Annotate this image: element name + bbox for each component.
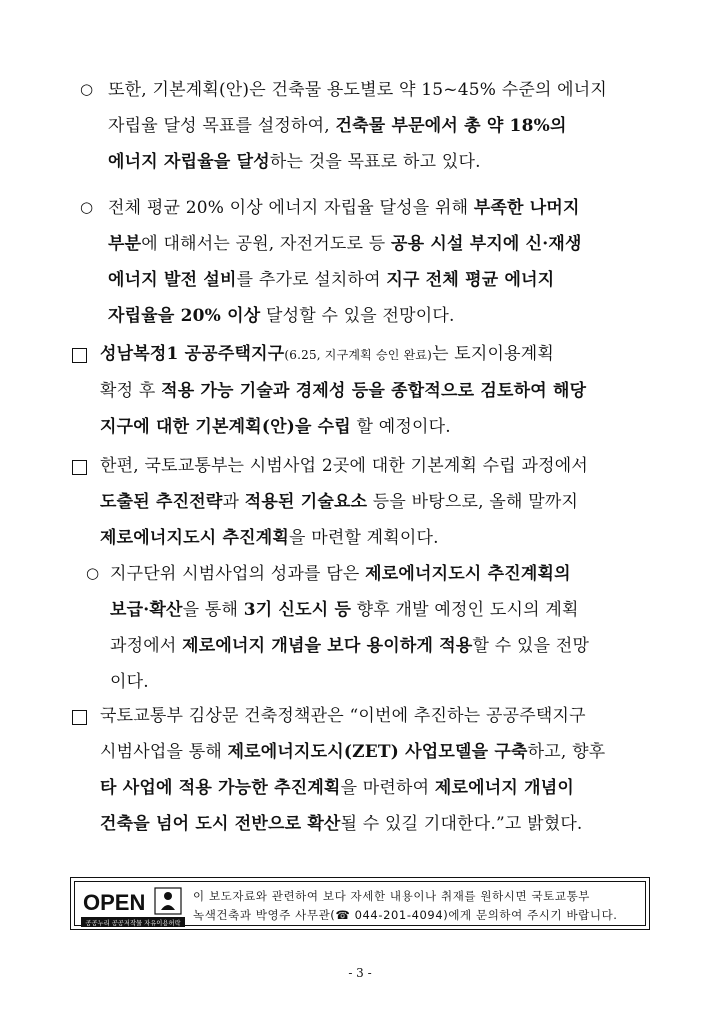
square-bullet-icon: [72, 710, 87, 725]
text-line: 타 사업에 적용 가능한 추진계획을 마련하여 제로에너지 개념이: [100, 778, 574, 798]
text-line: 확정 후 적용 가능 기술과 경제성 등을 종합적으로 검토하여 해당: [100, 381, 587, 401]
page-number: - 3 -: [348, 966, 372, 980]
contact-box-inner: [74, 881, 646, 926]
text-line: 국토교통부 김상문 건축정책관은 “이번에 추진하는 공공주택지구: [100, 706, 586, 726]
paragraph-district-results: [110, 556, 589, 700]
text-line: 전체 평균 20% 이상 에너지 자립율 달성을 위해 부족한 나머지: [108, 198, 580, 218]
text-line: 또한, 기본계획(안)은 건축물 용도별로 약 15~45% 수준의 에너지: [108, 80, 608, 100]
logo-sub-text: 공공누리 공공저작물 자유이용허락: [85, 920, 181, 927]
text-line: 부분에 대해서는 공원, 자전거도로 등 공용 시설 부지에 신·재생: [108, 234, 582, 254]
text-line: 에너지 자립율을 달성하는 것을 목표로 하고 있다.: [108, 152, 481, 172]
paragraph-average-20: [108, 190, 582, 334]
text-line: 보급·확산을 통해 3기 신도시 등 향후 개발 예정인 도시의 계획: [110, 600, 579, 620]
text-line: 지구단위 시범사업의 성과를 담은 제로에너지도시 추진계획의: [110, 564, 571, 584]
text-line: 자립율 달성 목표를 설정하여, 건축물 부문에서 총 약 18%의: [108, 116, 567, 136]
square-bullet-icon: [72, 460, 87, 475]
text-line: 시범사업을 통해 제로에너지도시(ZET) 사업모델을 구축하고, 향후: [100, 742, 606, 762]
contact-box: [70, 877, 650, 930]
contact-line-1: 이 보도자료와 관련하여 보다 자세한 내용이나 취재를 원하시면 국토교통부: [193, 889, 591, 903]
circle-bullet-icon: ○: [86, 564, 100, 582]
circle-bullet-icon: ○: [80, 198, 94, 216]
text-line: 성남복정1 공공주택지구(6.25, 지구계획 승인 완료)는 토지이용계획: [100, 344, 555, 364]
text-line: 지구에 대한 기본계획(안)을 수립 할 예정이다.: [100, 417, 451, 437]
text-line: 자립율을 20% 이상 달성할 수 있을 전망이다.: [108, 306, 455, 326]
circle-bullet-icon: ○: [80, 80, 94, 98]
kogl-open-logo: [81, 886, 185, 927]
text-line: 이다.: [110, 672, 149, 692]
text-line: 과정에서 제로에너지 개념을 보다 용이하게 적용할 수 있을 전망: [110, 636, 590, 656]
contact-line-2: 녹색건축과 박영주 사무관(☎ 044-201-4094)에게 문의하여 주시기 바랍니다.: [193, 908, 618, 922]
square-bullet-icon: [72, 348, 87, 363]
paragraph-quote: [100, 698, 605, 842]
text-line: 에너지 발전 설비를 추가로 설치하여 지구 전체 평균 에너지: [108, 270, 555, 290]
text-line: 건축을 넘어 도시 전반으로 확산될 수 있길 기대한다.”고 밝혔다.: [100, 814, 583, 834]
text-line: 도출된 추진전략과 적용된 기술요소 등을 바탕으로, 올해 말까지: [100, 492, 579, 512]
paragraph-molit-plan: [100, 448, 588, 556]
contact-text: [193, 887, 618, 925]
text-line: 제로에너지도시 추진계획을 마련할 계획이다.: [100, 528, 439, 548]
text-line: 한편, 국토교통부는 시범사업 2곳에 대한 기본계획 수립 과정에서: [100, 456, 589, 476]
paragraph-seongnam: [100, 336, 586, 445]
logo-text: OPEN: [83, 890, 146, 915]
paragraph-energy-target: [108, 72, 607, 180]
